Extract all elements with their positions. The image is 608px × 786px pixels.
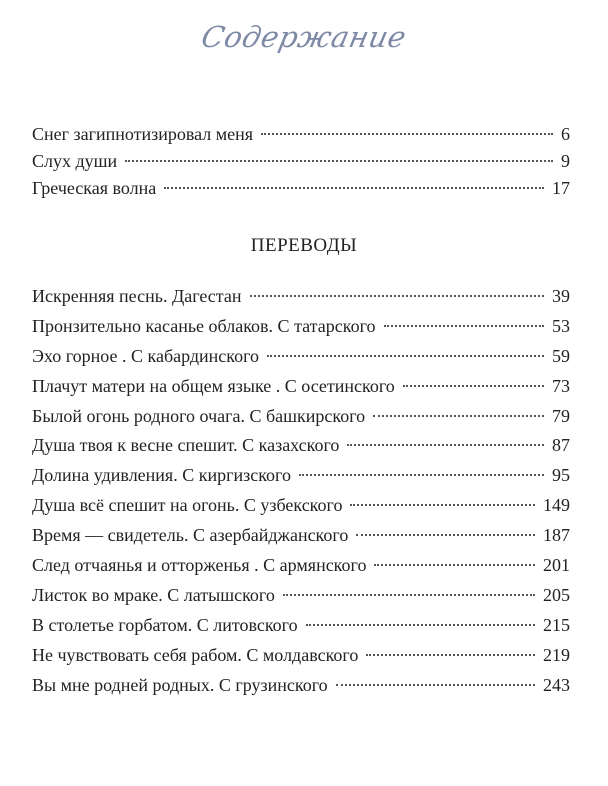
dot-leader (373, 415, 544, 417)
toc-entry-page: 201 (543, 555, 570, 576)
toc-entry-title: Душа твоя к весне спешит. С казахского (32, 435, 340, 456)
toc-entry[interactable] (32, 551, 570, 581)
toc-entry[interactable] (32, 402, 570, 432)
toc-entry-title: Греческая волна (32, 178, 157, 198)
toc-entry-page: 79 (552, 405, 570, 426)
toc-entry[interactable] (32, 431, 570, 461)
toc-entry[interactable] (32, 282, 570, 312)
toc-entry-title: Время — свидетель. С азербайджанского (32, 525, 349, 546)
toc-entry-title: Эхо горное . С кабардинского (32, 345, 260, 366)
toc-entry[interactable] (32, 342, 570, 372)
dot-leader (164, 187, 544, 189)
toc-entry-page: 6 (561, 124, 570, 144)
dot-leader (283, 594, 535, 596)
toc-entry-page: 219 (543, 644, 570, 665)
toc-entry[interactable] (32, 641, 570, 671)
dot-leader (356, 534, 535, 536)
toc-entry[interactable] (32, 175, 570, 202)
toc-entry-title: Долина удивления. С киргизского (32, 465, 291, 486)
toc-entry-page: 205 (543, 584, 570, 605)
dot-leader (403, 385, 544, 387)
toc-entry[interactable] (32, 372, 570, 402)
toc-entry-title: Пронзительно касанье облаков. С татарского (32, 315, 376, 336)
toc-entry-page: 243 (543, 674, 570, 695)
toc-entry-page: 87 (552, 435, 570, 456)
toc-entry-title: Снег загипнотизировал меня (32, 124, 254, 144)
toc-translations-list (32, 282, 570, 700)
toc-entry-page: 95 (552, 465, 570, 486)
toc-entry[interactable] (32, 611, 570, 641)
toc-entry-title: Плачут матери на общем языке . С осетинского (32, 375, 395, 396)
toc-entry-page: 149 (543, 495, 570, 516)
toc-entry-title: Былой огонь родного очага. С башкирского (32, 405, 366, 426)
dot-leader (125, 160, 553, 162)
toc-main-list (32, 121, 570, 202)
toc-entry-page: 59 (552, 345, 570, 366)
dot-leader (250, 295, 545, 297)
toc-entry-title: Искренняя песнь. Дагестан (32, 286, 242, 306)
toc-entry[interactable] (32, 312, 570, 342)
toc-entry-page: 215 (543, 614, 570, 635)
toc-entry[interactable] (32, 121, 570, 148)
dot-leader (350, 504, 535, 506)
toc-entry[interactable] (32, 521, 570, 551)
toc-entry-page: 9 (561, 151, 570, 171)
toc-entry-page: 39 (552, 286, 570, 306)
dot-leader (267, 355, 544, 357)
dot-leader (306, 624, 535, 626)
page-title: Содержание (198, 20, 410, 54)
dot-leader (366, 654, 535, 656)
dot-leader (384, 325, 544, 327)
toc-entry-page: 53 (552, 315, 570, 336)
toc-entry-page: 187 (543, 525, 570, 546)
toc-entry-title: В столетье горбатом. С литовского (32, 614, 298, 635)
dot-leader (261, 133, 553, 135)
dot-leader (347, 444, 544, 446)
section-heading-translations: ПЕРЕВОДЫ (250, 235, 358, 256)
toc-entry-title: След отчаянья и отторженья . С армянского (32, 555, 367, 576)
toc-entry[interactable] (32, 148, 570, 175)
toc-entry[interactable] (32, 461, 570, 491)
toc-entry-title: Слух души (32, 151, 118, 171)
toc-entry[interactable] (32, 581, 570, 611)
toc-entry[interactable] (32, 671, 570, 701)
toc-entry-title: Вы мне родней родных. С грузинского (32, 674, 328, 695)
toc-entry-title: Душа всё спешит на огонь. С узбекского (32, 495, 343, 516)
dot-leader (374, 564, 535, 566)
dot-leader (299, 474, 544, 476)
toc-entry-page: 17 (552, 178, 570, 198)
toc-entry-title: Не чувствовать себя рабом. С молдавского (32, 644, 359, 665)
toc-entry-title: Листок во мраке. С латышского (32, 584, 275, 605)
dot-leader (336, 684, 535, 686)
toc-entry-page: 73 (552, 375, 570, 396)
toc-entry[interactable] (32, 491, 570, 521)
